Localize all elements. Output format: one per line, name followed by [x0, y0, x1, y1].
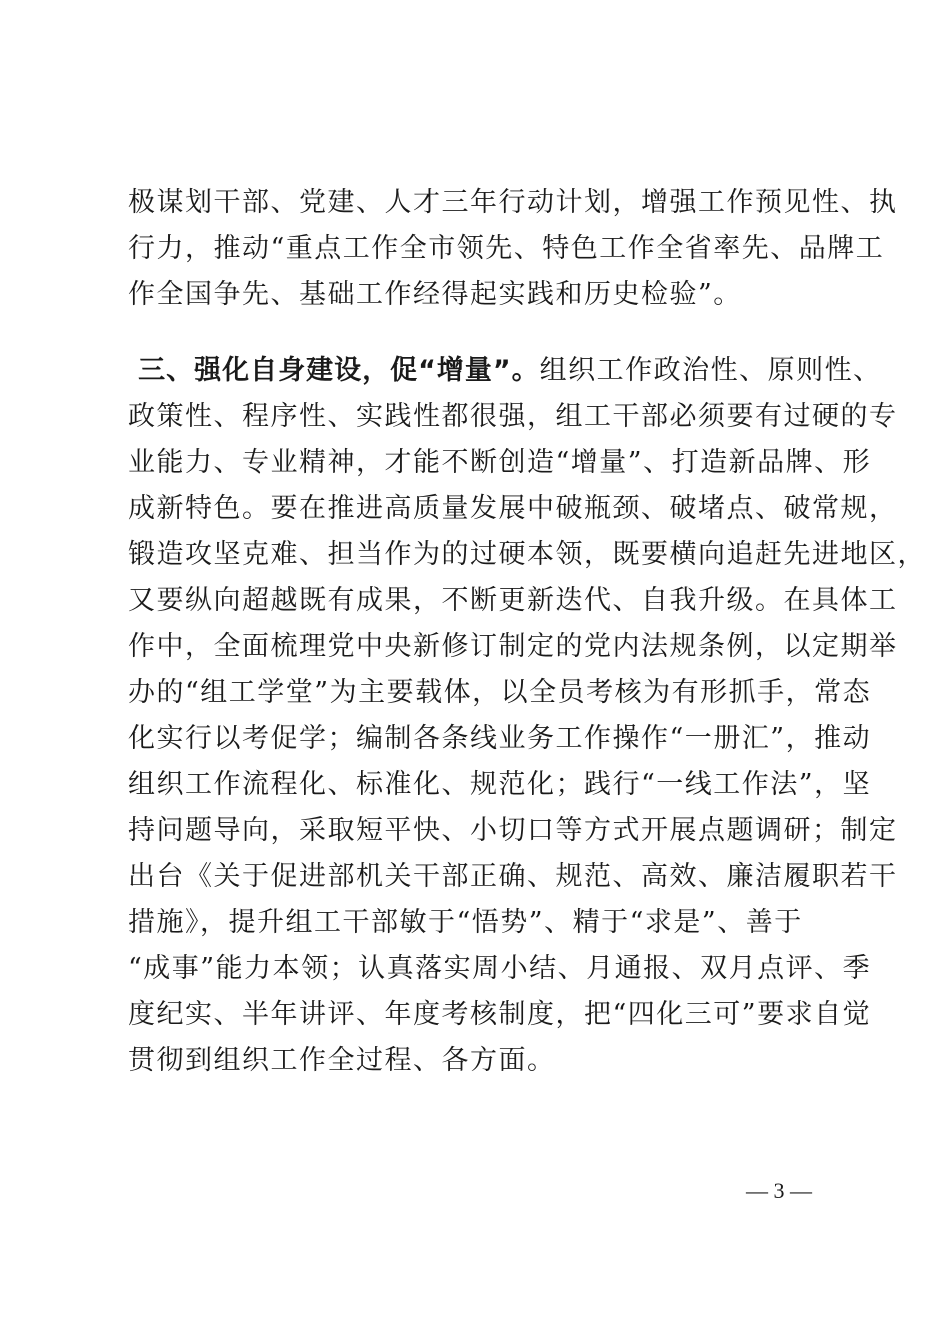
paragraph-1 [128, 180, 898, 318]
paragraph-line: 持问题导向，采取短平快、小切口等方式开展点题调研；制定 [128, 815, 898, 846]
paragraph-line: 作中，全面梳理党中央新修订制定的党内法规条例，以定期举 [128, 631, 898, 662]
paragraph-line-rest: 组织工作政治性、原则性、 [539, 355, 882, 386]
paragraph-line: “成事”能力本领；认真落实周小结、月通报、双月点评、季 [128, 953, 872, 984]
paragraph-line: 组织工作流程化、标准化、规范化；践行“一线工作法”，坚 [128, 769, 872, 800]
paragraph-line: 政策性、程序性、实践性都很强，组工干部必须要有过硬的专 [128, 401, 898, 432]
page-number: — 3 — [746, 1178, 812, 1203]
paragraph-line: 又要纵向超越既有成果，不断更新迭代、自我升级。在具体工 [128, 585, 898, 616]
paragraph-line: 化实行以考促学；编制各条线业务工作操作“一册汇”，推动 [128, 723, 872, 754]
paragraph-line: 贯彻到组织工作全过程、各方面。 [128, 1045, 556, 1076]
paragraph-line: 出台《关于促进部机关干部正确、规范、高效、廉洁履职若干 [128, 861, 898, 892]
paragraph-2 [128, 348, 926, 1084]
paragraph-first-line [128, 348, 882, 394]
paragraph-line: 办的“组工学堂”为主要载体，以全员考核为有形抓手，常态 [128, 677, 872, 708]
paragraph-line: 业能力、专业精神，才能不断创造“增量”、打造新品牌、形 [128, 447, 872, 478]
paragraph-line: 锻造攻坚克难、担当作为的过硬本领，既要横向追赶先进地区， [128, 539, 926, 570]
paragraph-line: 作全国争先、基础工作经得起实践和历史检验”。 [128, 279, 742, 310]
section-heading: 三、强化自身建设，促“增量”。 [138, 355, 540, 386]
paragraph-line: 度纪实、半年讲评、年度考核制度，把“四化三可”要求自觉 [128, 999, 872, 1030]
paragraph-line: 成新特色。要在推进高质量发展中破瓶颈、破堵点、破常规， [128, 493, 898, 524]
paragraph-line: 措施》，提升组工干部敏于“悟势”、精于“求是”、善于 [128, 907, 803, 938]
paragraph-line: 极谋划干部、党建、人才三年行动计划，增强工作预见性、执 [128, 187, 898, 218]
paragraph-line: 行力，推动“重点工作全市领先、特色工作全省率先、品牌工 [128, 233, 885, 264]
